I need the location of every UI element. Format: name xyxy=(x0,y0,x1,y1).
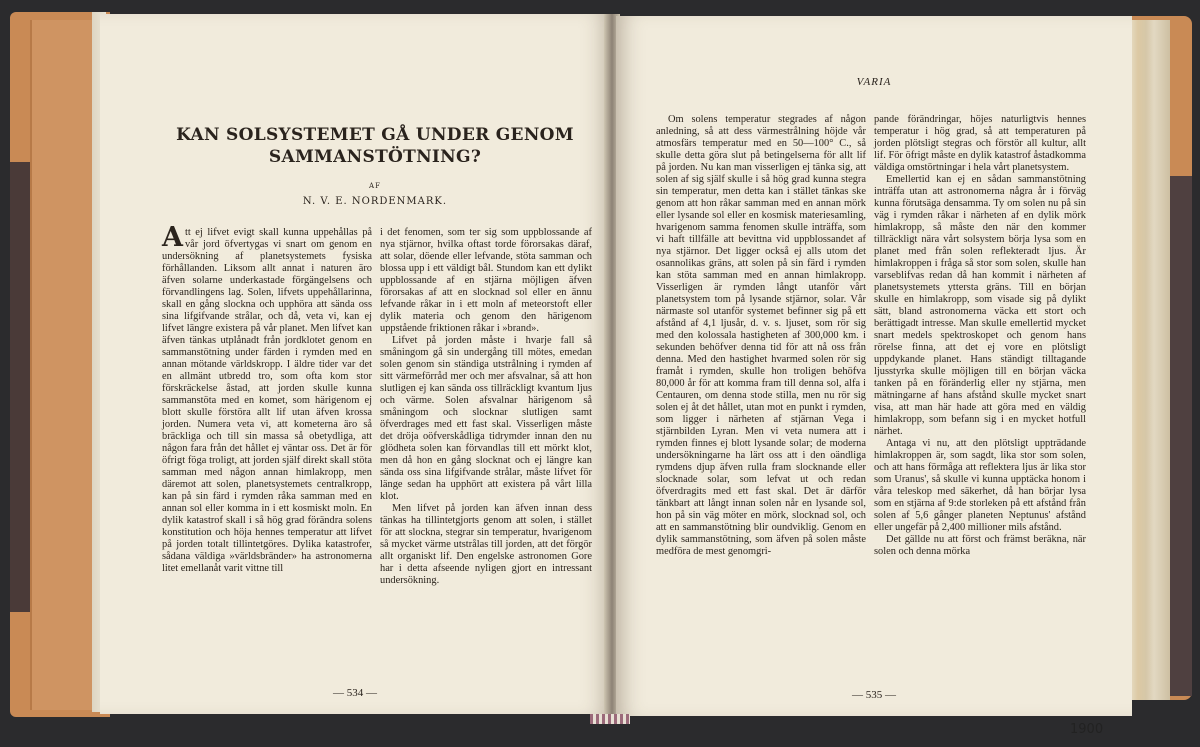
article-title: KAN SOLSYSTEMET GÅ UNDER GENOM SAMMANSTÖTNING? xyxy=(176,125,574,167)
page-number: — 535 — xyxy=(852,689,896,701)
page-number: — 534 — xyxy=(333,687,377,699)
paragraph: Det gällde nu att först och främst beräkna, när solen och denna mörka xyxy=(874,534,1086,557)
paragraph: Om solens temperatur stegrades af någon anledning, så att dess värmestrålning höjde vår atmosfärs temperatur med en 50—100° C., så skulle detta göra slut på betingelserna för allt lif på jorden. Nu kan man visserligen ej tänka sig, att solen af sig själf skulle i så hög grad kunna stegra sin temperatur, men detta kan i stället tänkas ske genom att hon råkar samman med en annan mörk eller lysande sol eller en kosmisk materiesamling, hvarigenom samma fenomen skulle inträffa, som vi haft tillfälle att bevittna vid uppblossandet af nya stjärnor. Det ligger också ej alls utom det osannolikas gräns, att solen på sin färd i rymden kan stöta samman med en annan himlakropp. Visserligen är rymden långt utanför vårt planetsystem tom på lysande stjärnor, solar. Vår närmaste sol utanför systemet befinner sig på ett afstånd af 4,1 ljusår, d. v. s. ljuset, som rör sig med den kolossala hastigheten af 300,000 km. i sekunden behöfver denna tid för att nå oss från denna. Med den hastighet hvarmed solen rör sig framåt i rymden, skulle hon troligen behöfva 80,000 år för att komma fram till denna sol, alfa i Centauren, om denna stode stilla, men nu rör sig solen ej åt det hållet, utan mot en punkt i rymden, som ligger i närheten af stjärnan Vega i stjärnbilden Lyran. Men vi veta numera att i rymden finnes ej blott lysande solar; de moderna undersökningarne ha lärt oss att i den oändliga rymdens djup äfven rulla fram slocknande eller slocknade solar, som lefvat ut och redan öfverdragits med ett fast skal. Det är därför tänkbart att långt innan solen når en lysande sol, hon på sin väg möter en mörk, slocknad sol, och att en sammanstötning blir oundviklig. Genom en dylik sammanstötning, som äfven på solen måste medföra de mest genomgri- xyxy=(656,114,866,557)
page-edges-right xyxy=(1130,20,1170,700)
paragraph: pande förändringar, höjes naturligtvis hennes temperatur i hög grad, så att temperaturen på jorden plötsligt stegras och förstör all kultur, allt lif. För öfrigt måste en dylik katastrof åstadkomma väldiga omstörtningar i hela vårt planetsystem. xyxy=(874,114,1086,173)
text-column-2 xyxy=(380,227,592,587)
text-column-2 xyxy=(874,114,1086,558)
article-author: N. V. E. NORDENMARK. xyxy=(302,196,448,207)
cover-cloth-spine xyxy=(10,162,30,612)
text-column-1 xyxy=(162,222,372,575)
paragraph: Antaga vi nu, att den plötsligt uppträdande himlakroppen är, som sagdt, lika stor som solen, och att hans förmåga att reflektera ljus är lika stor som Uranus', så skulle vi kunna upptäcka honom i våra teleskop med säkerhet, då han börjar lysa som en stjärna af 9:de storleken på ett afstånd från solen af 5,6 gånger planeten Neptunus' afstånd eller ungefär på 2,400 millioner mils afstånd. xyxy=(874,438,1086,533)
text-column-1 xyxy=(656,114,866,558)
paragraph: tt ej lifvet evigt skall kunna uppehållas på vår jord öfvertygas vi snart om genom en undersökning af planetsystemets fysiska förhållanden. Liksom allt annat i naturen äro äfven solarne underkastade förgängelsens och förvandlingens lag. Solen, lifvets uppehållarinna, skall en gång slockna och upphöra att sända oss sina lifgifvande strålar, och då, veta vi, kan ej lifvet längre existera på vår planet. Men lifvet kan äfven tänkas utplånadt från jordklotet genom en sammanstötning under färden i rymden med en annan mötande världskropp. I äldre tider var det en allmänt utbredd tro, som ofta kom stor förskräckelse åstad, att jorden skulle kunna sammanstöta med en komet, som härigenom ej blott skulle förstöra allt lif utan äfven krossa jorden. Numera veta vi, att kometerna äro så bräckliga och till sin massa så obetydliga, att någon fara från det hållet ej väntar oss. Det är för öfrigt föga troligt, att jorden själf direkt skall stöta samman med någon annan himlakropp, men däremot att solen, planetsystemets centralkropp, kan på sin färd i rymden råka samman med en annan sol eller komma in i ett kosmiskt moln. En dylik katastrof skall i så hög grad förändra solens konstitution och höja hennes temperatur att lifvet på jorden totalt tillintetgöres. Dylika katastrofer, sådana väldiga »världsbränder» ha astronomerna litet emellanåt varit vittne till xyxy=(162,227,372,574)
page-534 xyxy=(100,14,610,714)
paragraph: Men lifvet på jorden kan äfven innan dess tänkas ha tillintetgjorts genom att solen, i stället för att slockna, stegrar sin temperatur, hvarigenom så mycket värme utstrålas till jorden, att det förgör allt organiskt lif. Den engelske astronomen Gore har i detta afseende nyligen gjort en intressant undersökning. xyxy=(380,503,592,586)
pencil-annotation: 1900 xyxy=(1070,722,1104,737)
page-535 xyxy=(616,16,1132,716)
paragraph: i det fenomen, som ter sig som uppblossande af nya stjärnor, hvilka oftast torde förorsakas däraf, att solar, döende eller lefvande, stöta samman och blossa upp i ett väldigt bål. Stundom kan ett dylikt uppblossande af en stjärna möjligen äfven förorsakas af att en slocknad sol eller en ännu lefvande råkar in i ett moln af meteorstoft eller dylik materia och genom den härigenom uppstående friktionen råkar i »brand». xyxy=(380,227,592,334)
paragraph: Emellertid kan ej en sådan sammanstötning inträffa utan att astronomerna några år i förväg kunna förutsäga densamma. Ty om solen nu på sin väg i rymden råkar i närheten af en dylik mörk himlakropp, så måste den när den kommer tillräckligt nära vårt solsystem börja lysa som en planet med från solen reflekteradt ljus. Är himlakroppen i fråga så stor som solen, skulle han varseblifvas redan då han kommit i närheten af planetsystemets yttersta gräns. Till en början skulle en himlakropp, som visade sig på dylikt sätt, bland astronomerna väcka ett stort och berättigadt intresse. Man skulle emellertid mycket snart medels spektroskopet och genom hans rörelse finna, att det ej vore en plötsligt uppdykande planet. Hans ständigt tilltagande ljusstyrka skulle möjligen till en början väcka tanken på en föränderlig eller ny stjärna, men mätningarne af hans afstånd skulle mycket snart visa, att man här hade att göra med en väldig himlakropp, som befann sig i en mycket hotfull närhet. xyxy=(874,174,1086,437)
paragraph: Lifvet på jorden måste i hvarje fall så småningom gå sin undergång till mötes, emedan solen genom sin ständiga utstrålning i rymden af sitt värmeförråd mer och mer afsvalnar, så att hon slutligen ej kan sända oss tillräckligt kvantum ljus och värme. Solen afsvalnar härigenom så småningom och slocknar slutligen samt öfverdrages med ett fast skal. Visserligen måste det dröja oöfverskådliga tidrymder innan den nu glödheta solen kan förvandlas till ett mörkt klot, men då hon en gång slocknat och ej längre kan sända oss sina lifgifvande strålar, måste lifvet för länge sedan ha upphört att existera på vårt lilla klot. xyxy=(380,335,592,502)
bookmark-ribbon xyxy=(590,714,630,724)
running-head: VARIA xyxy=(856,76,892,88)
drop-cap: A xyxy=(162,222,183,253)
byline-prefix: AF xyxy=(369,182,381,190)
cover-cloth-spine-right xyxy=(1168,176,1192,696)
